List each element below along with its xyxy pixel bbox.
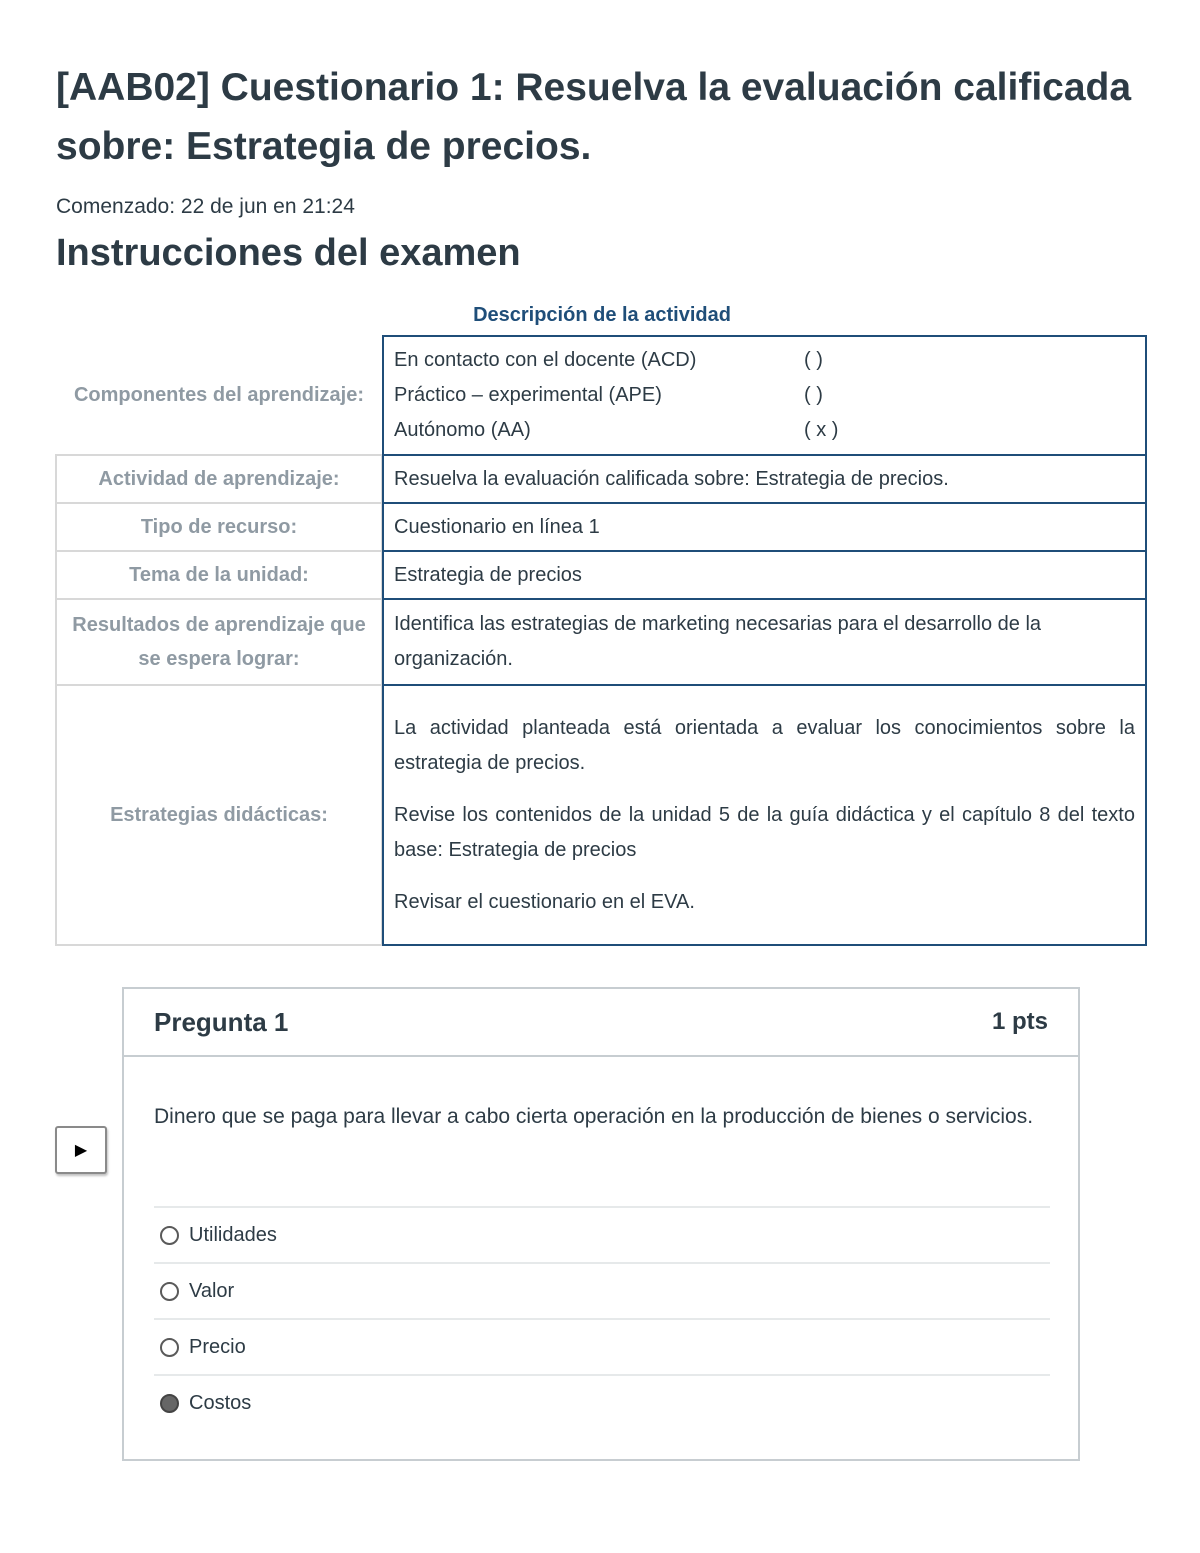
question-title: Pregunta 1 (154, 1006, 289, 1037)
answer-label: Precio (189, 1335, 246, 1358)
answer-option[interactable] (154, 1318, 1050, 1374)
instructions-heading: Instrucciones del examen (56, 232, 521, 274)
components-label: Componentes del aprendizaje: (73, 384, 365, 406)
answer-label: Valor (189, 1279, 235, 1302)
activity-text: Resuelva la evaluación calificada sobre: Estrategia de precios. (394, 467, 949, 490)
results-text: Identifica las estrategias de marketing necesarias para el desarrollo de la organización. (394, 613, 1042, 670)
resource-value (382, 502, 1147, 552)
radio-button[interactable] (160, 1282, 179, 1301)
question-points: 1 pts (991, 1008, 1048, 1035)
component-name: En contacto con el docente (ACD) (394, 349, 697, 371)
component-mark: ( x ) (804, 419, 839, 441)
component-line (394, 378, 1135, 413)
unit-value (382, 550, 1147, 600)
component-line (394, 413, 1135, 448)
question-text: Dinero que se paga para llevar a cabo cierta operación en la producción de bienes o servicios. (154, 1105, 1034, 1128)
answer-option[interactable] (154, 1206, 1050, 1262)
play-triangle-icon: ▶ (74, 1142, 88, 1159)
started-timestamp: Comenzado: 22 de jun en 21:24 (56, 195, 355, 218)
unit-label: Tema de la unidad: (55, 550, 383, 600)
table-caption: Descripción de la actividad (473, 304, 731, 326)
radio-button[interactable] (160, 1226, 179, 1245)
results-label: Resultados de aprendizaje que se espera lograr: (55, 598, 383, 686)
activity-label: Actividad de aprendizaje: (55, 454, 383, 504)
strategies-label: Estrategias didácticas: (55, 684, 383, 946)
answer-list (154, 1206, 1050, 1430)
question-header (124, 989, 1078, 1057)
components-value (382, 335, 1147, 456)
answer-option[interactable] (154, 1262, 1050, 1318)
radio-button[interactable] (160, 1338, 179, 1357)
strategy-paragraph: La actividad planteada está orientada a evaluar los conocimientos sobre la estrategia de precios. (394, 716, 1135, 774)
component-mark: ( ) (804, 349, 823, 371)
radio-button[interactable] (160, 1394, 179, 1413)
question-flag-button[interactable] (55, 1126, 107, 1174)
component-mark: ( ) (804, 384, 823, 406)
unit-text: Estrategia de precios (394, 563, 582, 586)
component-name: Práctico – experimental (APE) (394, 384, 662, 406)
strategy-paragraph: Revisar el cuestionario en el EVA. (394, 890, 695, 913)
page-title: [AAB02] Cuestionario 1: Resuelva la evaluación calificada sobre: Estrategia de precios. (56, 66, 1132, 168)
answer-label: Utilidades (189, 1223, 277, 1246)
results-value (382, 598, 1147, 686)
resource-label: Tipo de recurso: (55, 502, 383, 552)
activity-value (382, 454, 1147, 504)
strategies-value (382, 684, 1147, 946)
strategy-paragraph: Revise los contenidos de la unidad 5 de la guía didáctica y el capítulo 8 del texto base: Estrategia de precios (394, 803, 1135, 861)
answer-label: Costos (189, 1391, 252, 1414)
question-card (122, 987, 1080, 1461)
component-line (394, 343, 1135, 378)
answer-option[interactable] (154, 1374, 1050, 1430)
component-name: Autónomo (AA) (394, 419, 531, 441)
resource-text: Cuestionario en línea 1 (394, 515, 600, 538)
